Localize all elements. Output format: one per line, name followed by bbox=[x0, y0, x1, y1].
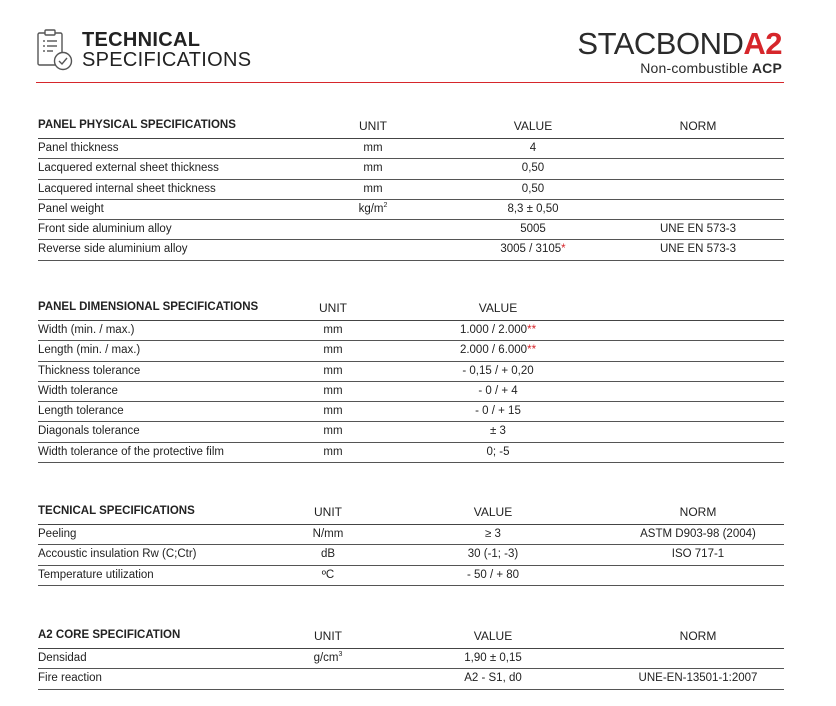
row-unit: mm bbox=[323, 405, 343, 418]
table-row bbox=[38, 220, 784, 240]
row-value: A2 - S1, d0 bbox=[464, 672, 522, 685]
section-title: TECNICAL SPECIFICATIONS bbox=[38, 505, 195, 517]
title-line2: SPECIFICATIONS bbox=[82, 49, 252, 71]
brand-subtitle bbox=[577, 60, 782, 76]
footnote-marker: ** bbox=[527, 344, 537, 357]
footnote-marker: ** bbox=[527, 324, 537, 336]
row-unit: $g/cm^3$ bbox=[313, 651, 343, 664]
row-value: ± 3 bbox=[490, 425, 506, 438]
column-header-value: VALUE bbox=[473, 505, 513, 519]
title-line1: TECHNICAL bbox=[82, 29, 201, 51]
page-title bbox=[82, 30, 251, 70]
row-unit: mm bbox=[363, 182, 383, 195]
row-norm: UNE-EN-13501-1:2007 bbox=[638, 672, 758, 685]
column-header-value: VALUE bbox=[478, 301, 518, 315]
row-unit: dB bbox=[320, 548, 336, 561]
table-row bbox=[38, 443, 784, 463]
row-value: 0,50 bbox=[521, 182, 545, 195]
core-spec-table bbox=[38, 626, 784, 690]
row-value: 30 (-1; -3) bbox=[467, 548, 519, 561]
table-row bbox=[38, 180, 784, 200]
row-unit: mm bbox=[323, 364, 343, 377]
brand-sub-bold: ACP bbox=[751, 60, 782, 76]
column-header-value: VALUE bbox=[513, 119, 553, 133]
row-label: Lacquered external sheet thickness bbox=[38, 162, 219, 175]
row-value: - 50 / + 80 bbox=[466, 568, 520, 581]
row-value: 2.000 / 6.000** bbox=[459, 344, 537, 357]
column-header-unit: UNIT bbox=[314, 629, 342, 643]
column-header-norm: NORM bbox=[679, 629, 717, 643]
row-value: 8,3 ± 0,50 bbox=[507, 202, 559, 215]
brand-logo bbox=[577, 28, 782, 76]
row-norm: ASTM D903-98 (2004) bbox=[640, 528, 756, 540]
row-value: 5005 bbox=[520, 223, 546, 236]
row-label: Width tolerance bbox=[38, 384, 118, 397]
table-row bbox=[38, 139, 784, 159]
row-unit: mm bbox=[323, 445, 343, 458]
row-label: Panel thickness bbox=[38, 142, 119, 154]
row-unit: mm bbox=[323, 344, 343, 357]
table-row bbox=[38, 200, 784, 220]
dimensional-spec-table bbox=[38, 298, 784, 463]
row-unit: mm bbox=[323, 324, 343, 336]
header-divider bbox=[36, 82, 784, 83]
row-norm: UNE EN 573-3 bbox=[659, 223, 737, 236]
row-label: Peeling bbox=[38, 528, 77, 540]
table-row bbox=[38, 240, 784, 260]
row-value: - 0,15 / + 0,20 bbox=[462, 364, 534, 377]
row-unit: mm bbox=[363, 142, 383, 154]
table-row bbox=[38, 402, 784, 422]
column-header-norm: NORM bbox=[679, 119, 717, 133]
unit-superscript: 3 bbox=[338, 651, 343, 659]
footnote-marker: * bbox=[561, 243, 566, 256]
brand-sub-light: Non-combustible bbox=[640, 60, 749, 76]
table-row bbox=[38, 649, 784, 669]
row-value: 0; -5 bbox=[486, 445, 510, 458]
column-header-norm: NORM bbox=[679, 505, 717, 519]
unit-superscript: 2 bbox=[383, 202, 388, 210]
column-header-unit: UNIT bbox=[314, 505, 342, 519]
row-label: Length tolerance bbox=[38, 405, 124, 418]
row-label: Densidad bbox=[38, 652, 87, 664]
table-header bbox=[38, 298, 784, 321]
section-title: A2 CORE SPECIFICATION bbox=[38, 629, 181, 641]
row-value: 1,90 ± 0,15 bbox=[464, 652, 522, 664]
brand-name-text: STACBOND bbox=[577, 26, 744, 61]
row-label: Panel weight bbox=[38, 202, 104, 215]
brand-name bbox=[577, 28, 782, 60]
row-label: Width (min. / max.) bbox=[38, 324, 135, 336]
clipboard-check-icon bbox=[36, 28, 76, 72]
brand-code: A2 bbox=[743, 26, 782, 61]
table-row bbox=[38, 362, 784, 382]
row-unit: N/mm bbox=[312, 528, 344, 540]
row-unit: mm bbox=[323, 384, 343, 397]
technical-spec-table bbox=[38, 502, 784, 586]
row-value: - 0 / + 15 bbox=[475, 405, 521, 418]
section-title: PANEL DIMENSIONAL SPECIFICATIONS bbox=[38, 301, 259, 313]
table-row bbox=[38, 159, 784, 179]
page-header bbox=[0, 0, 836, 82]
row-norm: UNE EN 573-3 bbox=[659, 243, 737, 256]
row-label: Lacquered internal sheet thickness bbox=[38, 182, 216, 195]
row-value: 4 bbox=[529, 142, 537, 154]
row-value: 3005 / 3105* bbox=[500, 243, 566, 256]
table-row bbox=[38, 669, 784, 689]
row-label: Reverse side aluminium alloy bbox=[38, 243, 188, 256]
row-value: ≥ 3 bbox=[485, 528, 501, 540]
table-row bbox=[38, 525, 784, 545]
table-header bbox=[38, 116, 784, 139]
row-label: Front side aluminium alloy bbox=[38, 223, 172, 236]
table-header bbox=[38, 626, 784, 649]
row-unit: mm bbox=[363, 162, 383, 175]
column-header-unit: UNIT bbox=[359, 119, 387, 133]
row-unit: mm bbox=[323, 425, 343, 438]
row-label: Thickness tolerance bbox=[38, 364, 141, 377]
column-header-value: VALUE bbox=[473, 629, 513, 643]
row-norm: ISO 717-1 bbox=[671, 548, 725, 561]
row-label: Width tolerance of the protective film bbox=[38, 445, 224, 458]
row-value: - 0 / + 4 bbox=[478, 384, 518, 397]
column-header-unit: UNIT bbox=[319, 301, 347, 315]
row-label: Temperature utilization bbox=[38, 568, 154, 581]
row-unit: $kg/m^2$ bbox=[358, 202, 388, 215]
physical-spec-table bbox=[38, 116, 784, 261]
table-row bbox=[38, 382, 784, 402]
row-unit: ºC bbox=[321, 568, 335, 581]
row-label: Length (min. / max.) bbox=[38, 344, 141, 357]
row-value: 0,50 bbox=[521, 162, 545, 175]
table-row bbox=[38, 341, 784, 361]
table-header bbox=[38, 502, 784, 525]
table-row bbox=[38, 566, 784, 586]
table-row bbox=[38, 545, 784, 565]
table-row bbox=[38, 422, 784, 442]
row-label: Accoustic insulation Rw (C;Ctr) bbox=[38, 548, 197, 561]
section-title: PANEL PHYSICAL SPECIFICATIONS bbox=[38, 119, 236, 131]
row-label: Fire reaction bbox=[38, 672, 102, 685]
row-value: 1.000 / 2.000** bbox=[459, 324, 537, 336]
row-label: Diagonals tolerance bbox=[38, 425, 140, 438]
table-row bbox=[38, 321, 784, 341]
